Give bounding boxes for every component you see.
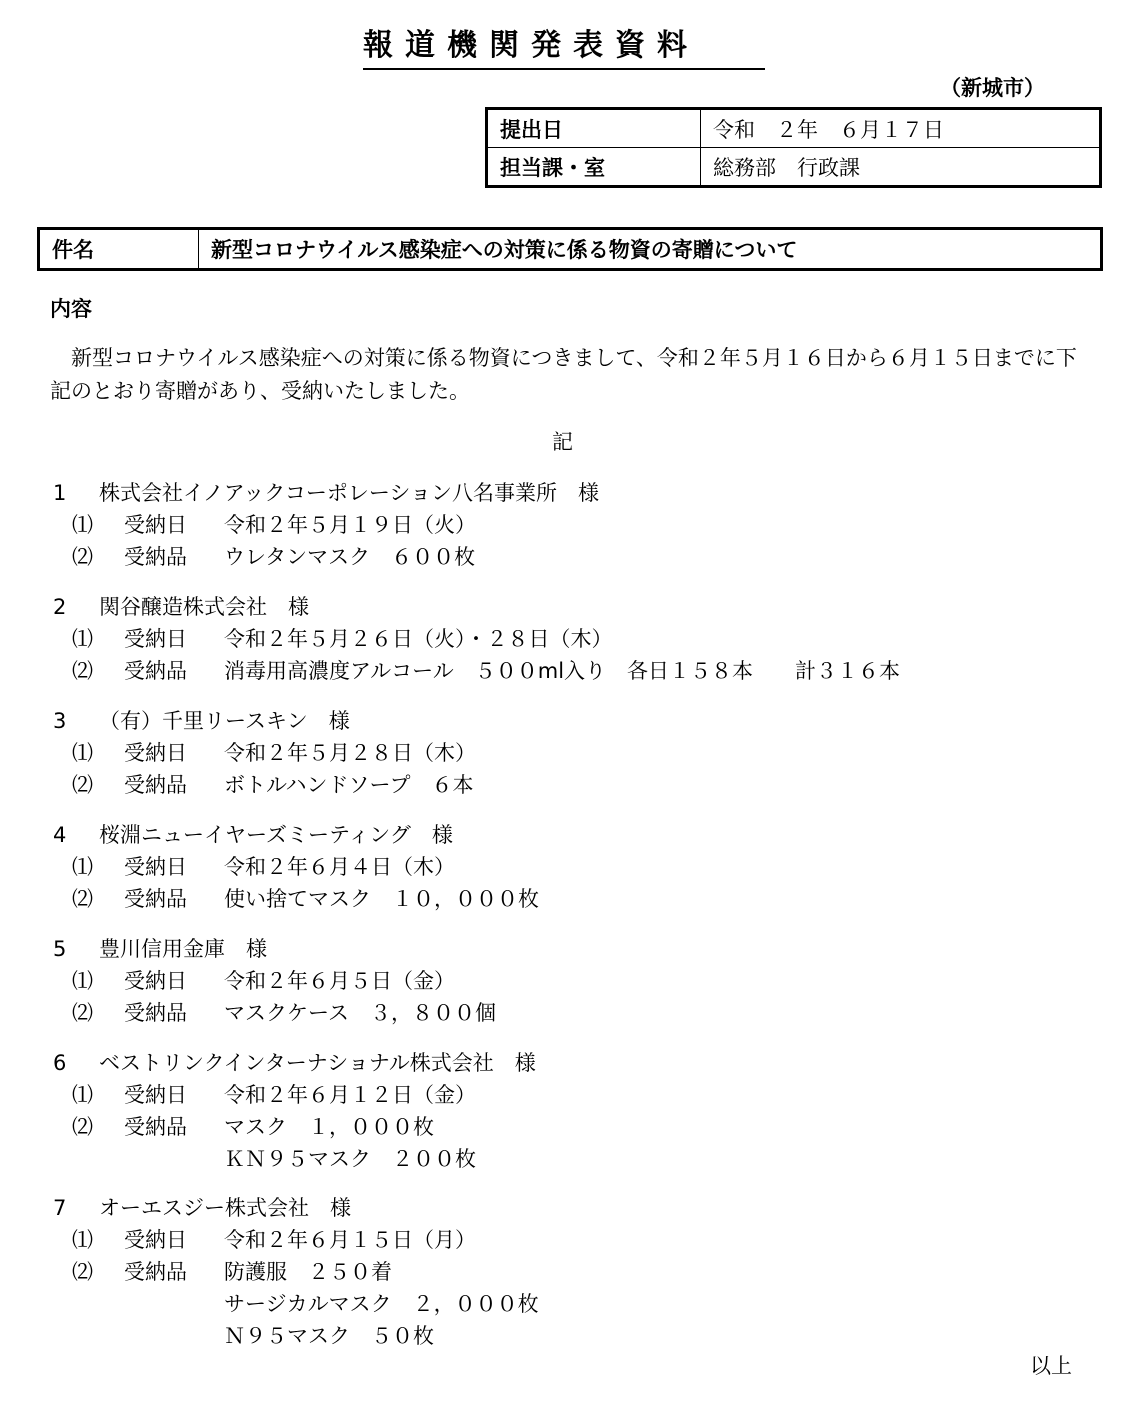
- received-goods-value: ウレタンマスク ６００枚: [224, 545, 476, 569]
- received-goods-label: 受納品: [124, 1260, 187, 1284]
- receipt-date-label: 受納日: [124, 627, 187, 651]
- received-goods-label: 受納品: [124, 773, 187, 797]
- department-label: 担当課・室: [487, 148, 701, 187]
- subject-row: [39, 229, 1102, 270]
- received-goods-value: 消毒用高濃度アルコール ５００ml入り 各日１５８本 計３１６本: [224, 659, 901, 683]
- sub-number: ⑴: [72, 855, 93, 879]
- donation-item-title: [53, 1047, 536, 1077]
- donation-item-title: [53, 591, 309, 621]
- donation-item-title: [53, 477, 599, 507]
- subject-value: 新型コロナウイルス感染症への対策に係る物資の寄贈について: [199, 229, 1102, 270]
- sub-number: ⑴: [72, 513, 93, 537]
- sub-number: ⑵: [72, 659, 93, 683]
- sub-number: ⑵: [72, 773, 93, 797]
- received-goods-value: サージカルマスク ２，０００枚: [224, 1292, 539, 1316]
- donation-item-title: [53, 819, 453, 849]
- submit-date-label: 提出日: [487, 109, 701, 148]
- submission-info-table: [485, 107, 1102, 188]
- department-row: [487, 148, 1101, 187]
- received-goods-line: [224, 1320, 434, 1350]
- receipt-date-line: [72, 737, 476, 767]
- received-goods-line: [72, 1111, 434, 1141]
- submit-date-value: 令和 ２年 ６月１７日: [701, 109, 1101, 148]
- item-number: 4: [53, 823, 67, 847]
- sub-number: ⑴: [72, 627, 93, 651]
- receipt-date-label: 受納日: [124, 741, 187, 765]
- receipt-date-value: 令和２年５月２６日（火）・２８日（木）: [224, 627, 613, 651]
- receipt-date-value: 令和２年６月１２日（金）: [224, 1083, 476, 1107]
- received-goods-label: 受納品: [124, 1001, 187, 1025]
- sub-number: ⑵: [72, 1260, 93, 1284]
- sub-number: ⑴: [72, 969, 93, 993]
- receipt-date-value: 令和２年６月５日（金）: [224, 969, 455, 993]
- donor-name: （有）千里リースキン 様: [99, 709, 350, 733]
- received-goods-value: 防護服 ２５０着: [224, 1260, 392, 1284]
- received-goods-label: 受納品: [124, 545, 187, 569]
- received-goods-label: 受納品: [124, 1115, 187, 1139]
- donor-name: 豊川信用金庫 様: [99, 937, 267, 961]
- donation-item-title: [53, 933, 267, 963]
- sub-number: ⑴: [72, 741, 93, 765]
- item-number: 1: [53, 481, 67, 505]
- receipt-date-label: 受納日: [124, 1228, 187, 1252]
- received-goods-value: マスク １，０００枚: [224, 1115, 434, 1139]
- receipt-date-label: 受納日: [124, 969, 187, 993]
- received-goods-value: マスクケース ３，８００個: [224, 1001, 496, 1025]
- closing-text: 以上: [1030, 1354, 1072, 1378]
- receipt-date-line: [72, 623, 613, 653]
- item-number: 3: [53, 709, 67, 733]
- received-goods-line: [72, 997, 496, 1027]
- sub-number: ⑴: [72, 1228, 93, 1252]
- donor-name: オーエスジー株式会社 様: [99, 1196, 351, 1220]
- sub-number: ⑵: [72, 1115, 93, 1139]
- receipt-date-value: 令和２年５月２８日（木）: [224, 741, 476, 765]
- received-goods-line: [224, 1288, 539, 1318]
- receipt-date-label: 受納日: [124, 855, 187, 879]
- item-number: 7: [53, 1196, 67, 1220]
- receipt-date-label: 受納日: [124, 1083, 187, 1107]
- subject-label: 件名: [39, 229, 199, 270]
- city-name: （新城市）: [940, 76, 1045, 100]
- sub-number: ⑴: [72, 1083, 93, 1107]
- sub-number: ⑵: [72, 545, 93, 569]
- donation-item-title: [53, 705, 350, 735]
- receipt-date-line: [72, 509, 476, 539]
- receipt-date-line: [72, 1079, 476, 1109]
- item-number: 6: [53, 1051, 67, 1075]
- received-goods-line: [72, 541, 475, 571]
- received-goods-line: [72, 883, 539, 913]
- received-goods-label: 受納品: [124, 659, 187, 683]
- donor-name: ベストリンクインターナショナル株式会社 様: [99, 1051, 536, 1075]
- content-heading: 内容: [50, 297, 92, 321]
- receipt-date-line: [72, 851, 455, 881]
- receipt-date-value: 令和２年５月１９日（火）: [224, 513, 476, 537]
- item-number: 2: [53, 595, 67, 619]
- sub-number: ⑵: [72, 1001, 93, 1025]
- ki-marker: 記: [552, 430, 573, 454]
- receipt-date-value: 令和２年６月１５日（月）: [224, 1228, 476, 1252]
- intro-paragraph: 新型コロナウイルス感染症への対策に係る物資につきまして、令和２年５月１６日から６月１５日までに下記のとおり寄贈があり、受納いたしました。: [50, 346, 1077, 403]
- sub-number: ⑵: [72, 887, 93, 911]
- receipt-date-label: 受納日: [124, 513, 187, 537]
- receipt-date-line: [72, 1224, 476, 1254]
- document-title: 報道機関発表資料: [363, 26, 765, 70]
- received-goods-value: ＫＮ９５マスク ２００枚: [224, 1147, 476, 1171]
- received-goods-line: [224, 1143, 476, 1173]
- subject-table: [37, 227, 1103, 271]
- department-value: 総務部 行政課: [701, 148, 1101, 187]
- donation-item-title: [53, 1192, 351, 1222]
- donor-name: 関谷醸造株式会社 様: [99, 595, 309, 619]
- received-goods-line: [72, 769, 473, 799]
- received-goods-value: ボトルハンドソープ ６本: [224, 773, 474, 797]
- item-number: 5: [53, 937, 67, 961]
- received-goods-value: 使い捨てマスク １０，０００枚: [224, 887, 539, 911]
- received-goods-value: Ｎ９５マスク ５０枚: [224, 1324, 434, 1348]
- received-goods-label: 受納品: [124, 887, 187, 911]
- received-goods-line: [72, 1256, 392, 1286]
- received-goods-line: [72, 655, 900, 685]
- donor-name: 桜淵ニューイヤーズミーティング 様: [99, 823, 453, 847]
- submit-date-row: [487, 109, 1101, 148]
- receipt-date-line: [72, 965, 455, 995]
- donor-name: 株式会社イノアックコーポレーション八名事業所 様: [99, 481, 600, 505]
- receipt-date-value: 令和２年６月４日（木）: [224, 855, 455, 879]
